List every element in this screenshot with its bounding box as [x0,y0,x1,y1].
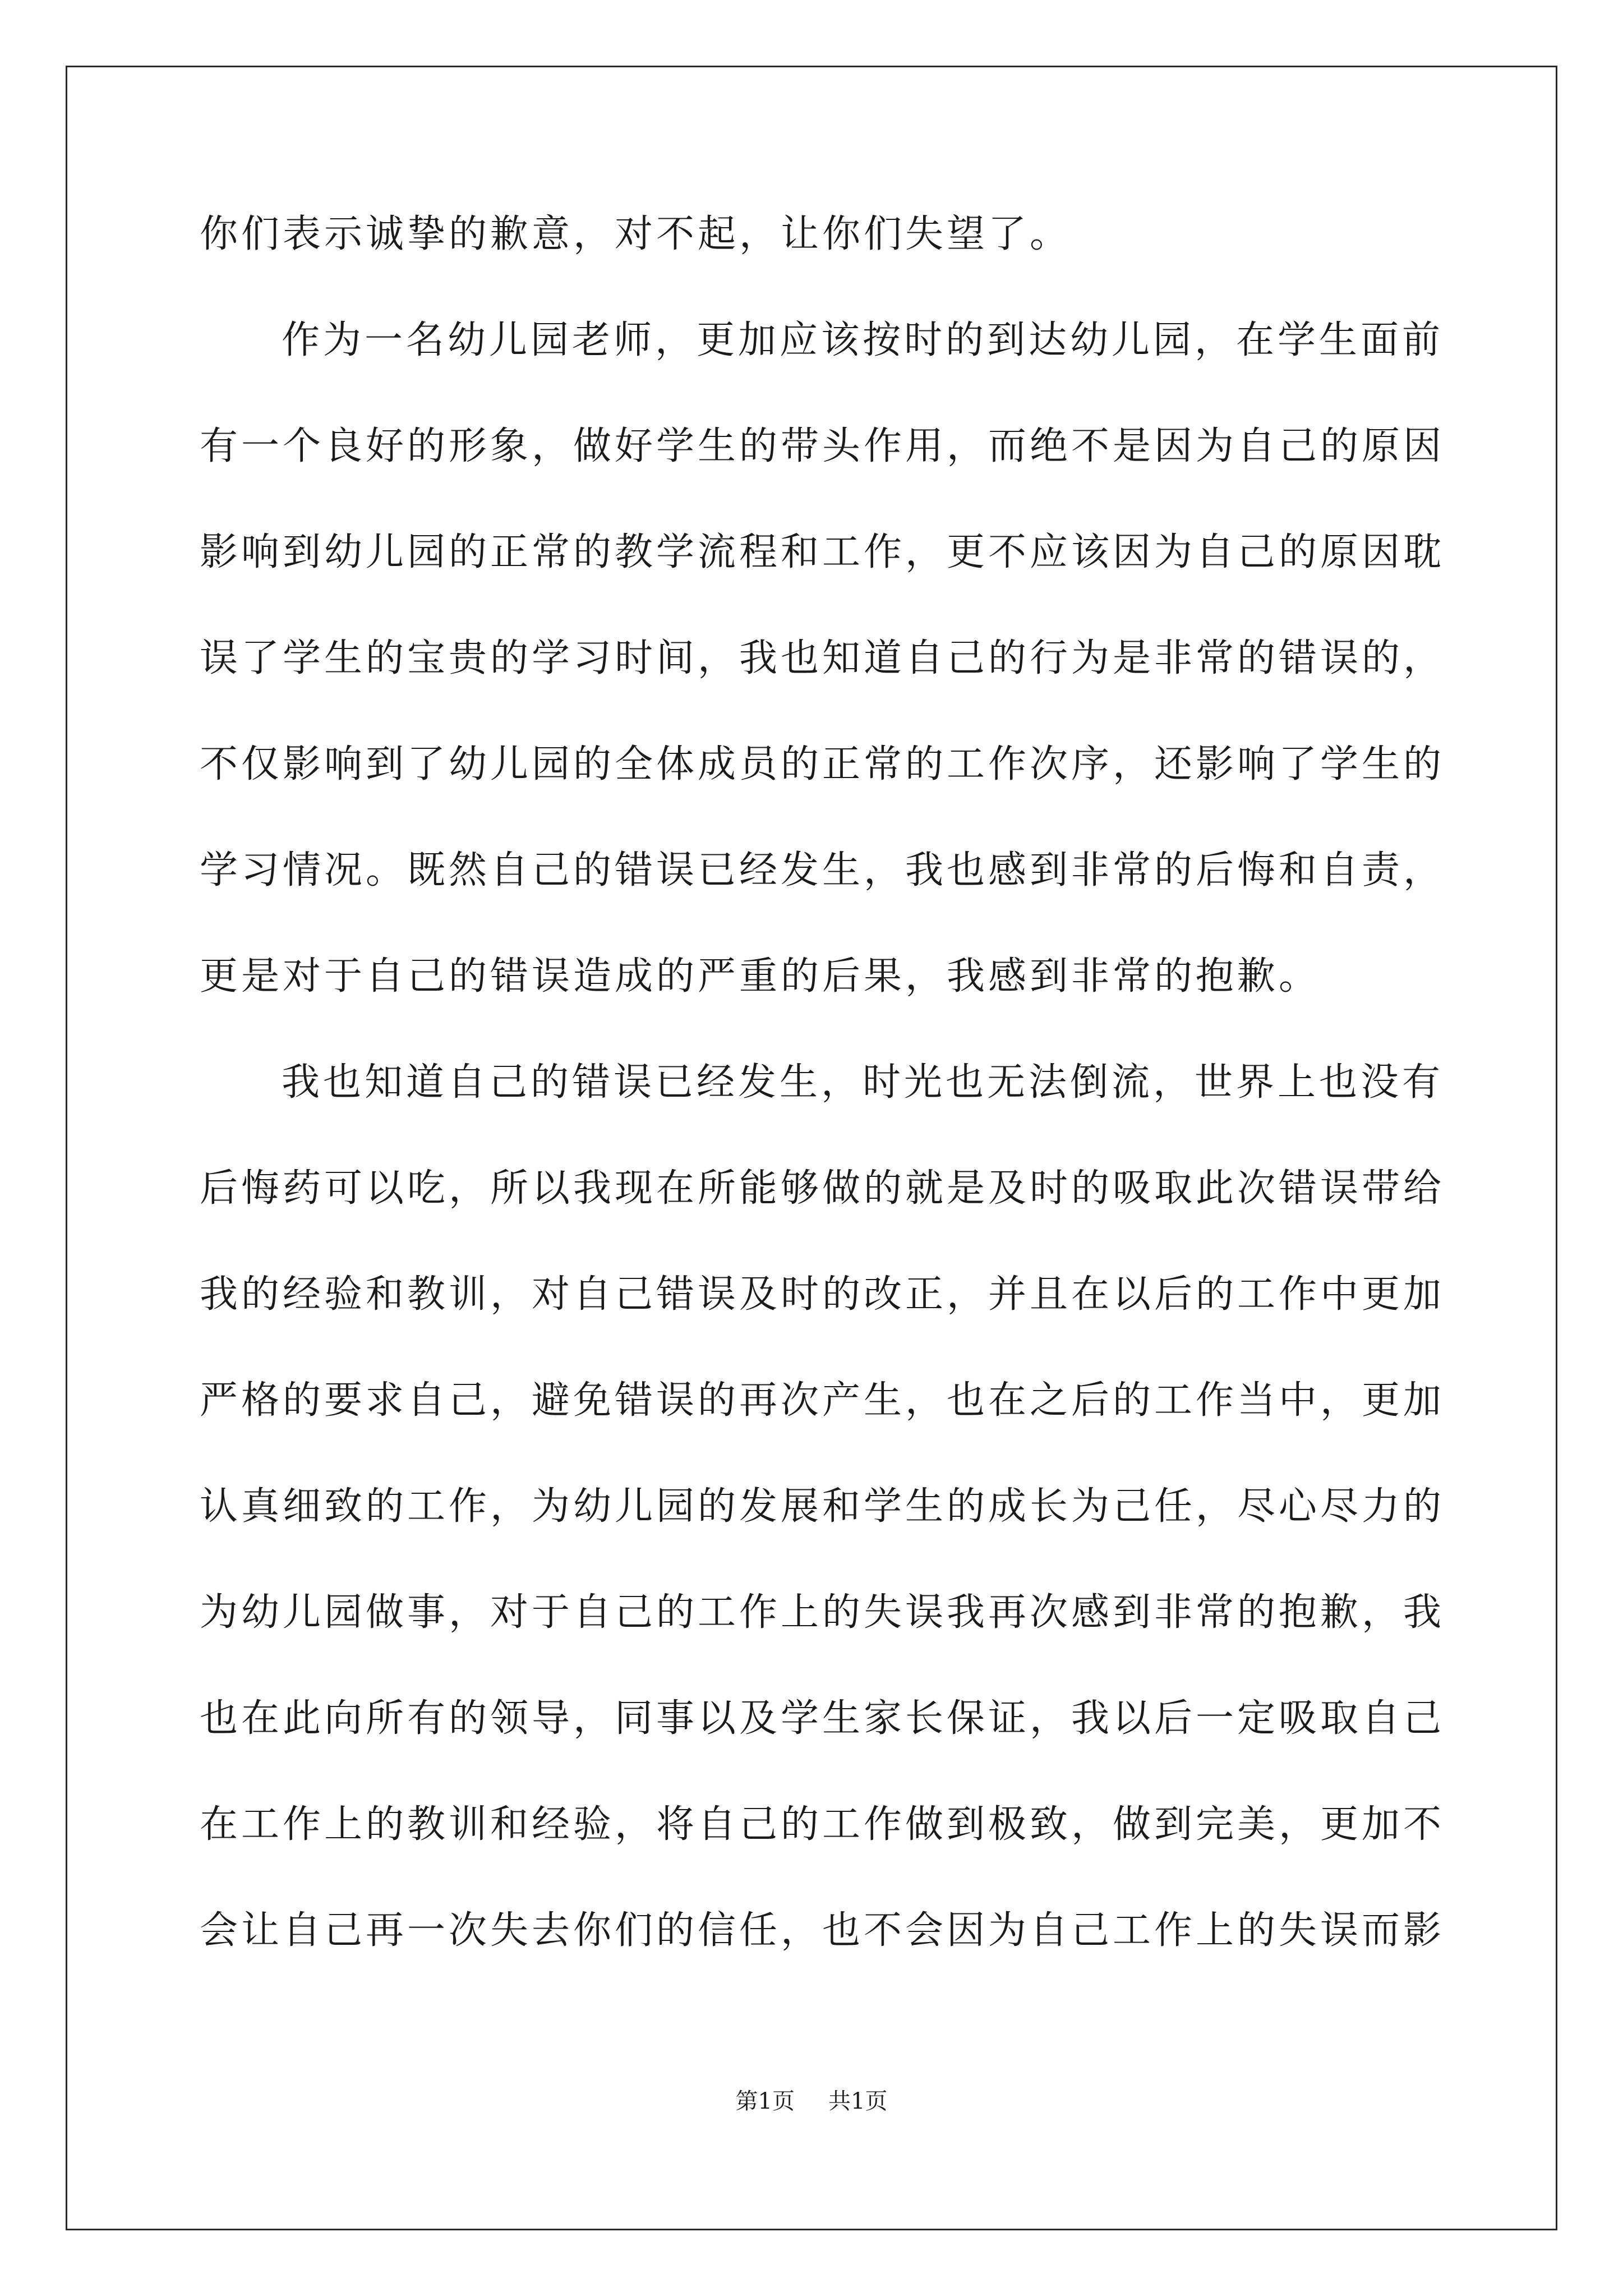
text-line: 有一个良好的形象，做好学生的带头作用，而绝不是因为自己的原因 [200,424,1445,468]
text-line: 学习情况。既然自己的错误已经发生，我也感到非常的后悔和自责， [200,848,1445,892]
text-line: 我的经验和教训，对自己错误及时的改正，并且在以后的工作中更加 [200,1272,1445,1317]
text-line: 更是对于自己的错误造成的严重的后果，我感到非常的抱歉。 [200,954,1321,999]
text-line: 在工作上的教训和经验，将自己的工作做到极致，做到完美，更加不 [200,1802,1445,1847]
page-footer [0,2085,1623,2118]
page-number: 第1页 [735,2088,795,2114]
paragraph-start-line: 我也知道自己的错误已经发生，时光也无法倒流，世界上也没有 [282,1060,1444,1105]
text-line: 不仅影响到了幼儿园的全体成员的正常的工作次序，还影响了学生的 [200,742,1445,786]
text-line: 你们表示诚挚的歉意，对不起，让你们失望了。 [200,212,1072,256]
text-line: 会让自己再一次失去你们的信任，也不会因为自己工作上的失误而影 [200,1908,1445,1953]
text-line: 误了学生的宝贵的学习时间，我也知道自己的行为是非常的错误的， [200,636,1445,680]
text-line: 严格的要求自己，避免错误的再次产生，也在之后的工作当中，更加 [200,1378,1445,1423]
text-line: 后悔药可以吃，所以我现在所能够做的就是及时的吸取此次错误带给 [200,1166,1445,1211]
text-line: 也在此向所有的领导，同事以及学生家长保证，我以后一定吸取自己 [200,1696,1445,1741]
page-total: 共1页 [828,2088,888,2114]
text-line: 影响到幼儿园的正常的教学流程和工作，更不应该因为自己的原因耽 [200,530,1445,574]
text-line: 认真细致的工作，为幼儿园的发展和学生的成长为己任，尽心尽力的 [200,1484,1445,1529]
paragraph-start-line: 作为一名幼儿园老师，更加应该按时的到达幼儿园，在学生面前 [282,318,1444,362]
text-line: 为幼儿园做事，对于自己的工作上的失误我再次感到非常的抱歉，我 [200,1590,1445,1635]
